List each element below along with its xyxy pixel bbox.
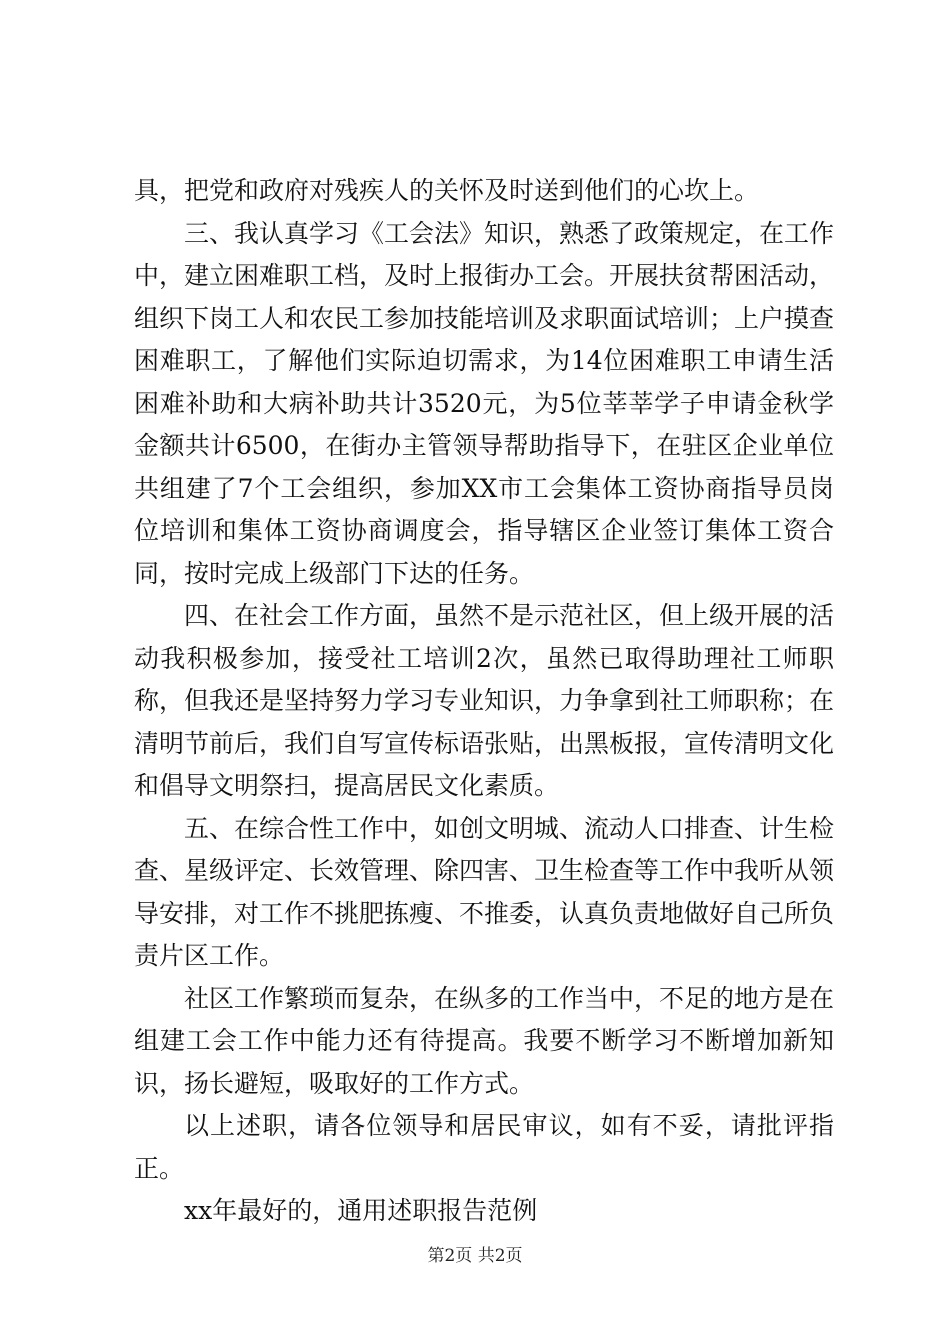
paragraph-shortcomings: 社区工作繁琐而复杂，在纵多的工作当中，不足的地方是在组建工会工作中能力还有待提高。我要不断学习不断增加新知识，扬长避短，吸取好的工作方式。 [134,983,835,1098]
paragraph-comprehensive-work: 五、在综合性工作中，如创文明城、流动人口排查、计生检查、星级评定、长效管理、除四害、卫生检查等工作中我听从领导安排，对工作不挑肥拣瘦、不推委，认真负责地做好自己所负责片区工作。 [134,813,835,970]
paragraph-footnote-title: xx年最好的，通用述职报告范例 [184,1196,538,1225]
document-body [134,170,834,1233]
paragraph-union-work: 三、我认真学习《工会法》知识，熟悉了政策规定，在工作中，建立困难职工档，及时上报街办工会。开展扶贫帮困活动，组织下岗工人和农民工参加技能培训及求职面试培训；上户摸查困难职工，了解他们实际迫切需求，为14位困难职工申请生活困难补助和大病补助共计3520元，为5位莘莘学子申请金秋学金额共计6500，在街办主管领导帮助指导下，在驻区企业单位共组建了7个工会组织，参加XX市工会集体工资协商指导员岗位培训和集体工资协商调度会，指导辖区企业签订集体工资合同，按时完成上级部门下达的任务。 [134,218,835,588]
page-number-footer: 第2页 共2页 [427,1246,523,1266]
paragraph-continuation: 具，把党和政府对残疾人的关怀及时送到他们的心坎上。 [134,176,760,205]
paragraph-closing: 以上述职，请各位领导和居民审议，如有不妥，请批评指正。 [134,1111,834,1183]
paragraph-social-work: 四、在社会工作方面，虽然不是示范社区，但上级开展的活动我积极参加，接受社工培训2次，虽然已取得助理社工师职称，但我还是坚持努力学习专业知识，力争拿到社工师职称；在清明节前后，我们自写宣传标语张贴，出黑板报，宣传清明文化和倡导文明祭扫，提高居民文化素质。 [134,601,835,800]
